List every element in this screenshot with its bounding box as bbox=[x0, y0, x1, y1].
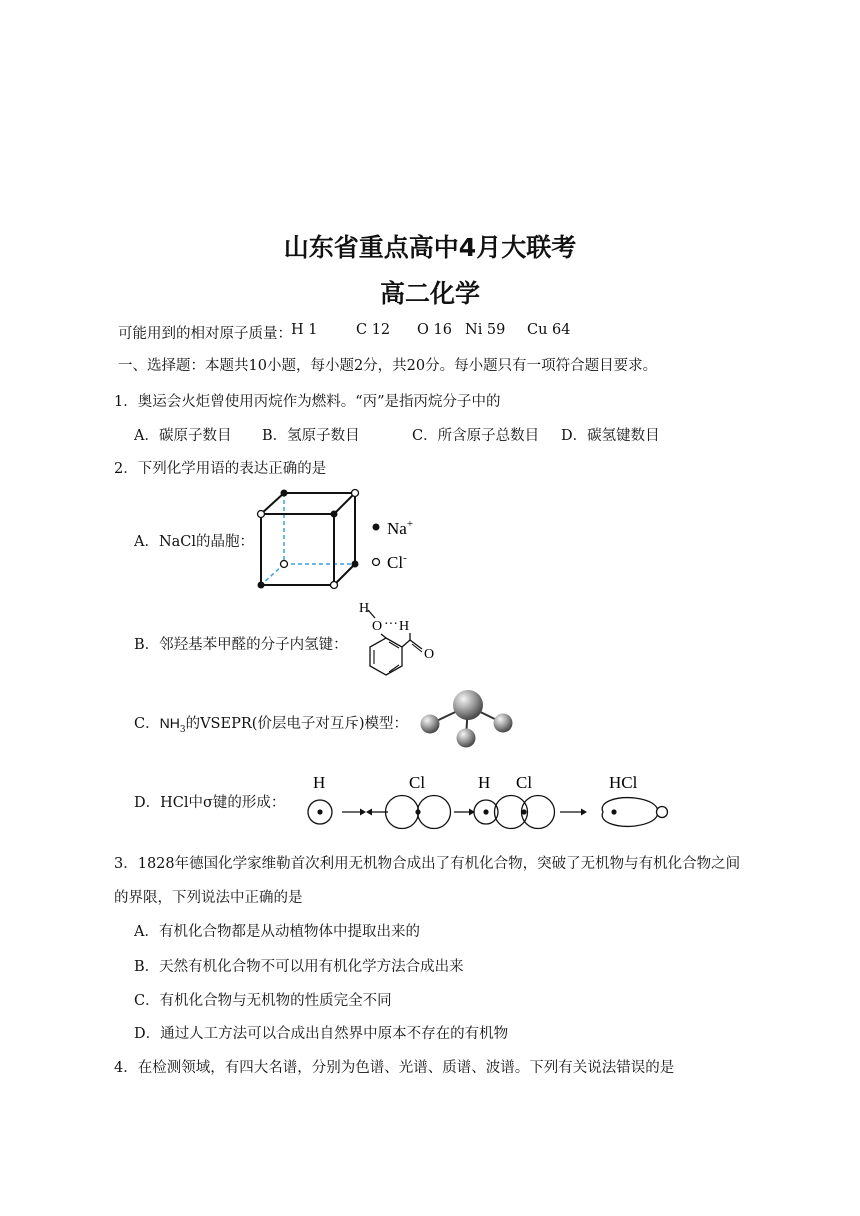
q1-option-b: B．氢原子数目 bbox=[262, 428, 360, 444]
svg-text:Cl: Cl bbox=[516, 773, 533, 792]
legend-cl: Cl- bbox=[387, 552, 407, 572]
q3-option-d: D．通过人工方法可以合成出自然界中原本不存在的有机物 bbox=[134, 1026, 509, 1042]
q3-stem-line1: 3．1828年德国化学家维勒首次利用无机物合成出了有机化合物，突破了无机物与有机化合物之间 bbox=[114, 856, 741, 872]
q1-stem: 1．奥运会火炬曾使用丙烷作为燃料。“丙”是指丙烷分子中的 bbox=[114, 394, 501, 410]
q2-option-b: B．邻羟基苯甲醛的分子内氢键： bbox=[134, 637, 348, 653]
q1-option-a: A．碳原子数目 bbox=[134, 428, 232, 444]
q2-option-a: A．NaCl的晶胞： bbox=[134, 534, 255, 550]
atomic-mass-ni: Ni 59 bbox=[465, 322, 506, 338]
nh3-vsepr-model bbox=[414, 686, 524, 752]
q3-option-a: A．有机化合物都是从动植物体中提取出来的 bbox=[134, 924, 420, 940]
q3-option-c: C．有机化合物与无机物的性质完全不同 bbox=[134, 993, 392, 1009]
atomic-mass-label: 可能用到的相对原子质量： bbox=[118, 326, 292, 342]
svg-text:HCl: HCl bbox=[609, 773, 638, 792]
atomic-mass-h: H 1 bbox=[291, 322, 318, 338]
hydroxybenzaldehyde-structure bbox=[352, 596, 452, 686]
svg-text:Cl: Cl bbox=[409, 773, 426, 792]
legend-na: Na+ bbox=[387, 518, 414, 538]
q3-stem-line2: 的界限，下列说法中正确的是 bbox=[114, 890, 303, 906]
page-subtitle: 高二化学 bbox=[379, 279, 480, 308]
svg-text:H: H bbox=[478, 773, 491, 792]
svg-text:H: H bbox=[399, 619, 410, 634]
atomic-mass-c: C 12 bbox=[356, 322, 391, 338]
svg-text:H: H bbox=[359, 601, 370, 616]
nacl-unit-cell-diagram bbox=[252, 484, 432, 594]
q4-stem: 4．在检测领域，有四大名谱，分别为色谱、光谱、质谱、波谱。下列有关说法错误的是 bbox=[114, 1060, 675, 1076]
svg-text:H: H bbox=[313, 773, 326, 792]
atomic-mass-cu: Cu 64 bbox=[527, 322, 571, 338]
q2-option-c: C．$NH_3$的VSEPR(价层电子对互斥)模型： bbox=[134, 715, 409, 735]
q3-option-b: B．天然有机化合物不可以用有机化学方法合成出来 bbox=[134, 959, 464, 975]
q1-option-c: C．所含原子总数目 bbox=[412, 428, 540, 444]
svg-text:···: ··· bbox=[384, 617, 398, 632]
hcl-sigma-bond-diagram bbox=[298, 768, 678, 834]
q1-option-d: D．碳氢键数目 bbox=[561, 428, 660, 444]
svg-text:O: O bbox=[424, 647, 435, 662]
q2-option-d: D．HCl中σ键的形成： bbox=[134, 795, 286, 811]
q2-stem: 2．下列化学用语的表达正确的是 bbox=[114, 461, 327, 477]
atomic-mass-o: O 16 bbox=[417, 322, 452, 338]
page-title: 山东省重点高中4月大联考 bbox=[283, 233, 577, 262]
section-heading: 一、选择题：本题共10小题，每小题2分，共20分。每小题只有一项符合题目要求。 bbox=[118, 358, 658, 374]
svg-text:O: O bbox=[372, 619, 383, 634]
